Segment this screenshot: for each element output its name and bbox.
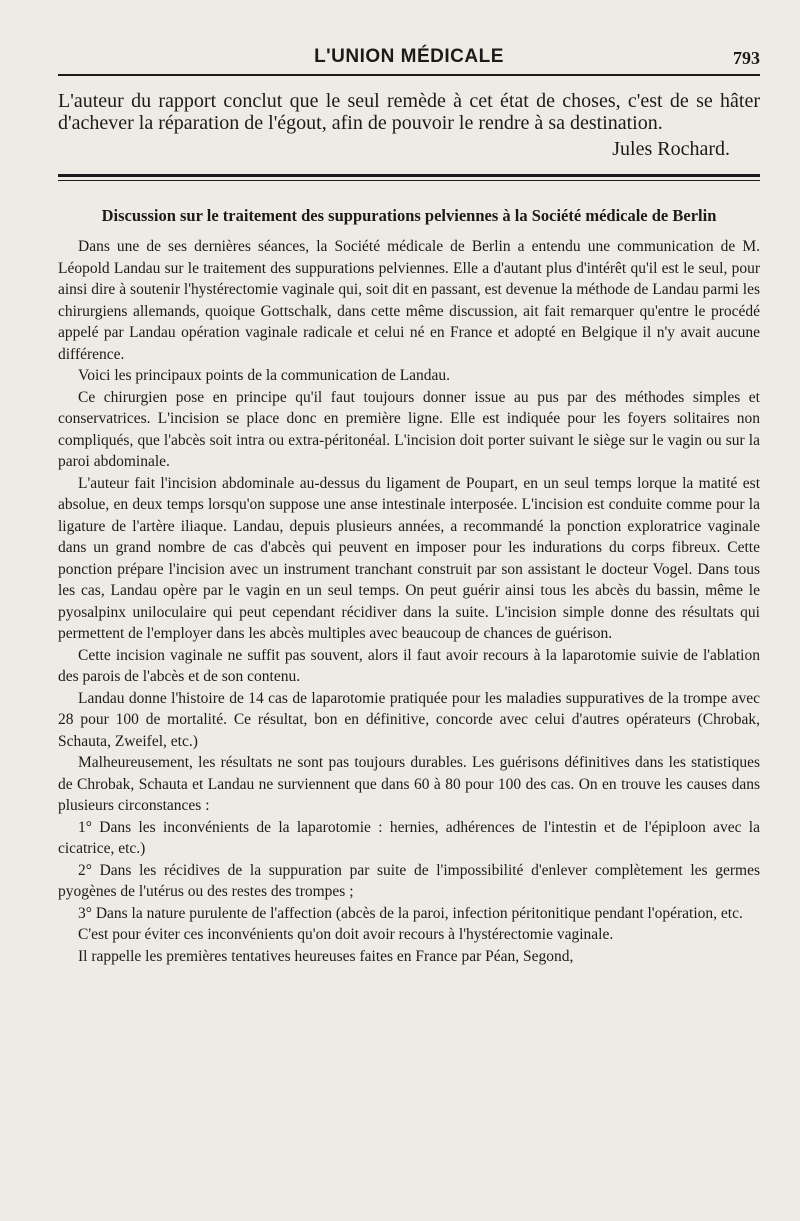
article-body (58, 236, 760, 967)
intro-paragraph: L'auteur du rapport conclut que le seul remède à cet état de choses, c'est de se hâter d'achever la réparation de l'égout, afin de pouvoir le rendre à sa destination. (58, 90, 760, 134)
article-paragraph: Ce chirurgien pose en principe qu'il faut toujours donner issue au pus par des méthodes simples et conservatrices. L'incision se place donc en première ligne. Elle est indiquée pour les foyers solitaires non compliqués, que l'abcès soit intra ou extra-péritonéal. L'incision doit porter suivant le siège sur le vagin ou sur la paroi abdominale. (58, 388, 760, 470)
running-head (58, 38, 760, 72)
article-paragraph: Malheureusement, les résultats ne sont pas toujours durables. Les guérisons définitives dans les statistiques de Chrobak, Schauta et Landau ne surviennent que dans 60 à 80 pour 100 des cas. On en trouve les causes dans plusieurs circonstances : (58, 754, 760, 814)
numbered-item: 2° Dans les récidives de la suppuration par suite de l'impossibilité d'enlever complètement les germes pyogènes de l'utérus ou des restes des trompes ; (58, 861, 760, 900)
section-divider (58, 174, 760, 181)
journal-title: L'UNION MÉDICALE (314, 46, 504, 67)
article-paragraph: Il rappelle les premières tentatives heureuses faites en France par Péan, Segond, (78, 947, 574, 965)
article-paragraph: Dans une de ses dernières séances, la Société médicale de Berlin a entendu une communication de M. Léopold Landau sur le traitement des suppurations pelviennes. Elle a d'autant plus d'intérêt qu'il est le seul, pour ainsi dire à soutenir l'hystérectomie vaginale qui, soit dit en passant, est devenue la méthode de Landau parmi les chirurgiens allemands, quoique Gottschalk, dans cette même discussion, ait fait remarquer qu'entre le procédé appelé par Landau opération vaginale radicale et celui né en France et adopté en Belgique il n'y avait aucune différence. (58, 238, 760, 363)
previous-article-ending (58, 90, 760, 160)
header-rule (58, 74, 760, 76)
article-paragraph: Cette incision vaginale ne suffit pas souvent, alors il faut avoir recours à la laparotomie suivie de l'ablation des parois de l'abcès et de son contenu. (58, 646, 760, 685)
article-paragraph: L'auteur fait l'incision abdominale au-dessus du ligament de Poupart, en un seul temps lorque la matité est absolue, en deux temps lorsqu'on suppose une anse intestinale interposée. L'incision est conduite comme pour la ligature de l'artère iliaque. Landau, depuis plusieurs années, a recommandé la ponction exploratrice vaginale dans un grand nombre de cas d'abcès qui peuvent en imposer pour les indurations du corps fibreux. Cette ponction prépare l'incision avec un instrument tranchant construit par son assistant le docteur Vogel. Dans tous les cas, Landau opère par le vagin en un seul temps. On peut guérir ainsi tous les abcès du bassin, même le pyosalpinx uniloculaire qui peut cependant récidiver dans la suite. L'incision simple donne des résultats qui permettent de l'employer dans les abcès multiples avec beaucoup de chances de guérison. (58, 474, 760, 642)
article-paragraph: C'est pour éviter ces inconvénients qu'on doit avoir recours à l'hystérectomie vaginale. (78, 926, 614, 943)
article-title: Discussion sur le traitement des suppurations pelviennes à la Société médicale de Berlin (101, 206, 717, 225)
article-paragraph: Landau donne l'histoire de 14 cas de laparotomie pratiquée pour les maladies suppuratives de la trompe avec 28 pour 100 de mortalité. Ce résultat, bon en définitive, concorde avec celui d'autres opérateurs (Chrobak, Schauta, Zweifel, etc.) (58, 689, 760, 750)
page-number: 793 (733, 48, 760, 68)
article-paragraph: Voici les principaux points de la communication de Landau. (78, 367, 451, 384)
author-signature: Jules Rochard. (612, 138, 730, 160)
numbered-item: 3° Dans la nature purulente de l'affection (abcès de la paroi, infection péritonitique pendant l'opération, etc. (78, 904, 743, 922)
numbered-item: 1° Dans les inconvénients de la laparotomie : hernies, adhérences de l'intestin et de l'épiploon avec la cicatrice, etc.) (58, 818, 760, 857)
